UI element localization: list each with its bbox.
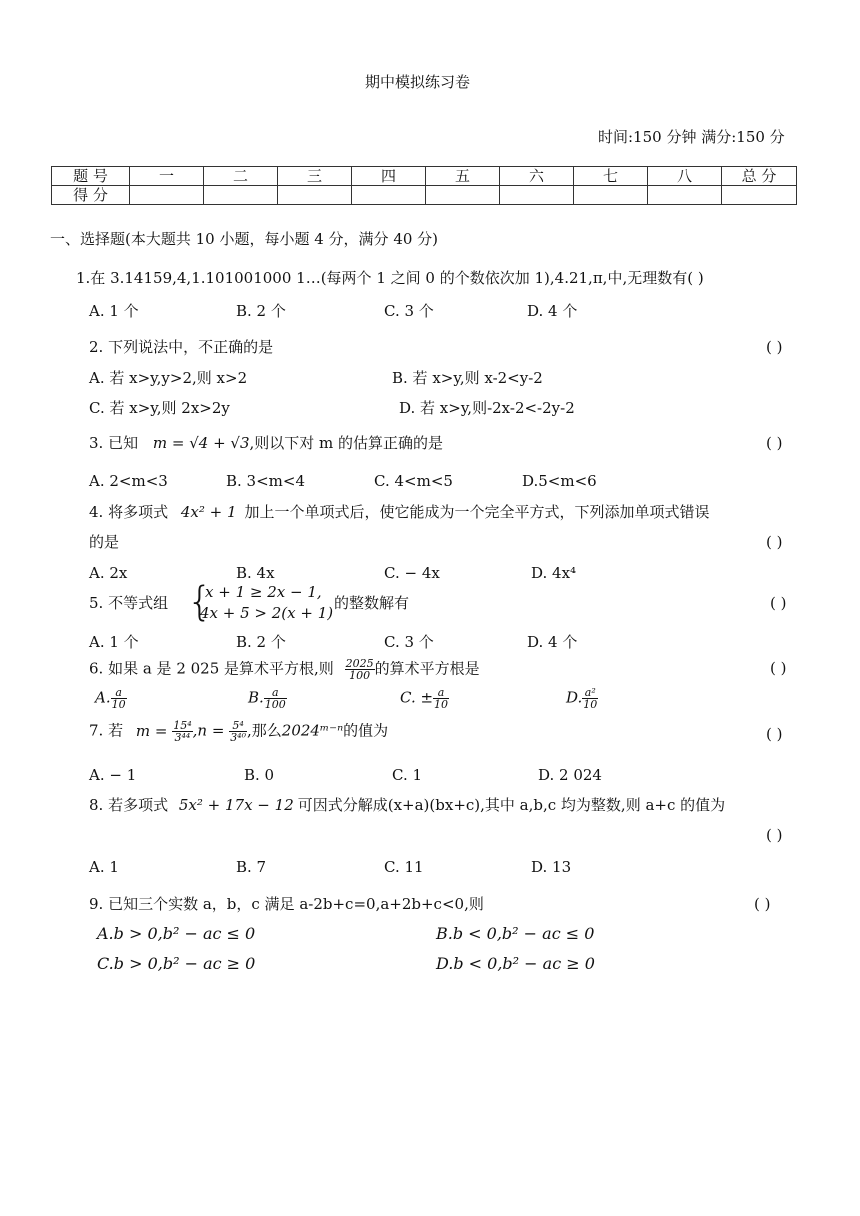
answer-paren[interactable]: ( ) (766, 725, 783, 743)
question-8-stem (89, 795, 725, 815)
q8-prefix: 8. 若多项式 (89, 796, 169, 814)
q1-option-a[interactable]: A. 1 个 (89, 302, 139, 320)
table-cell: 三 (278, 167, 352, 186)
score-input-cell[interactable] (648, 186, 722, 205)
table-cell: 得 分 (52, 186, 130, 205)
score-input-cell[interactable] (130, 186, 204, 205)
q6-suffix: 的算术平方根是 (374, 659, 480, 678)
answer-paren[interactable]: ( ) (754, 895, 771, 913)
q7-prefix: 7. 若 (89, 721, 124, 740)
q2-option-c[interactable]: C. 若 x>y,则 2x>2y (89, 399, 230, 417)
score-table-header-row (52, 167, 797, 186)
q5-option-a[interactable]: A. 1 个 (89, 633, 139, 651)
answer-paren[interactable]: ( ) (766, 826, 783, 844)
q5-inequality-2: 4x + 5 > 2(x + 1) (200, 604, 334, 622)
q5-option-d[interactable]: D. 4 个 (527, 633, 578, 651)
question-1-stem: 1.在 3.14159,4,1.101001000 1…(每两个 1 之间 0 的个数依次加 1),4.21,π,中,无理数有( ) (76, 269, 704, 287)
q4-option-a[interactable]: A. 2x (89, 564, 128, 582)
question-7-stem (89, 720, 388, 743)
q5-prefix: 5. 不等式组 (89, 594, 169, 612)
q7-n-label: ,n = (192, 721, 225, 740)
q3-option-a[interactable]: A. 2<m<3 (89, 472, 168, 490)
score-input-cell[interactable] (426, 186, 500, 205)
q1-option-c[interactable]: C. 3 个 (384, 302, 434, 320)
q6-fraction: $\frac{2025}{100}$ (345, 657, 374, 682)
score-input-cell[interactable] (722, 186, 797, 205)
q1-option-b[interactable]: B. 2 个 (236, 302, 286, 320)
q9-option-c[interactable]: C.b > 0,b² − ac ≥ 0 (97, 954, 256, 973)
question-3-stem (89, 433, 443, 453)
table-cell: 七 (574, 167, 648, 186)
q4-option-c[interactable]: C. − 4x (384, 564, 440, 582)
q3-option-b[interactable]: B. 3<m<4 (226, 472, 306, 490)
q9-option-a[interactable]: A.b > 0,b² − ac ≤ 0 (97, 924, 256, 943)
table-cell: 八 (648, 167, 722, 186)
score-input-cell[interactable] (204, 186, 278, 205)
q8-option-b[interactable]: B. 7 (236, 858, 267, 876)
q7-tail: 的值为 (343, 721, 389, 740)
score-input-cell[interactable] (278, 186, 352, 205)
table-cell: 六 (500, 167, 574, 186)
table-cell: 一 (130, 167, 204, 186)
q5-option-c[interactable]: C. 3 个 (384, 633, 434, 651)
answer-paren[interactable]: ( ) (766, 533, 783, 551)
q5-suffix: 的整数解有 (334, 594, 410, 612)
q6-option-d[interactable]: D. $\frac{\text{a²}}{10}$ (566, 686, 598, 711)
q8-option-a[interactable]: A. 1 (89, 858, 119, 876)
answer-paren[interactable]: ( ) (766, 338, 783, 356)
question-2-stem: 2. 下列说法中，不正确的是 (89, 338, 274, 356)
q5-inequality-1: x + 1 ≥ 2x − 1, (205, 583, 322, 601)
q6-option-a[interactable]: A. $\frac{a}{10}$ (95, 686, 126, 711)
q3-option-d[interactable]: D.5<m<6 (522, 472, 597, 490)
q7-suffix: ,那么 (247, 721, 282, 740)
q8-option-d[interactable]: D. 13 (531, 858, 572, 876)
q6-prefix: 6. 如果 a 是 2 025 是算术平方根,则 (89, 659, 334, 678)
q8-suffix: 可因式分解成(x+a)(bx+c),其中 a,b,c 均为整数,则 a+c 的值为 (297, 796, 726, 814)
q3-suffix: ,则以下对 m 的估算正确的是 (249, 434, 444, 452)
q4-option-b[interactable]: B. 4x (236, 564, 275, 582)
table-cell: 四 (352, 167, 426, 186)
q7-option-d[interactable]: D. 2 024 (538, 766, 602, 784)
q2-option-a[interactable]: A. 若 x>y,y>2,则 x>2 (89, 369, 248, 387)
q8-option-c[interactable]: C. 11 (384, 858, 424, 876)
table-cell: 二 (204, 167, 278, 186)
q5-option-b[interactable]: B. 2 个 (236, 633, 286, 651)
answer-paren[interactable]: ( ) (770, 659, 787, 677)
table-cell: 题 号 (52, 167, 130, 186)
q4-expression: 4x² + 1 (180, 503, 237, 521)
q3-option-c[interactable]: C. 4<m<5 (374, 472, 453, 490)
answer-paren[interactable]: ( ) (766, 434, 783, 452)
q9-option-b[interactable]: B.b < 0,b² − ac ≤ 0 (436, 924, 595, 943)
table-cell: 总 分 (722, 167, 797, 186)
answer-paren[interactable]: ( ) (770, 594, 787, 612)
q3-expression: m = √4 + √3 (152, 434, 250, 452)
question-6-stem (89, 658, 480, 681)
page-title: 期中模拟练习卷 (365, 73, 471, 91)
q7-option-c[interactable]: C. 1 (392, 766, 423, 784)
score-input-cell[interactable] (574, 186, 648, 205)
q9-option-d[interactable]: D.b < 0,b² − ac ≥ 0 (436, 954, 595, 973)
q7-m-label: m = (135, 721, 168, 740)
q7-power: 2024ᵐ⁻ⁿ (281, 721, 344, 740)
q1-option-d[interactable]: D. 4 个 (527, 302, 578, 320)
q4-option-d[interactable]: D. 4x⁴ (531, 564, 577, 582)
q4-suffix: 加上一个单项式后，使它能成为一个完全平方式，下列添加单项式错误 (244, 503, 710, 521)
q6-option-b[interactable]: B. $\frac{a}{100}$ (248, 686, 286, 711)
q7-n-fraction: $\frac{\text{5⁴}}{\text{3⁴⁰}}$ (230, 719, 247, 744)
table-cell: 五 (426, 167, 500, 186)
q7-option-a[interactable]: A. − 1 (89, 766, 137, 784)
question-4-line2: 的是 (89, 533, 120, 551)
q2-option-d[interactable]: D. 若 x>y,则-2x-2<-2y-2 (399, 399, 575, 417)
question-4-stem (89, 502, 710, 522)
score-input-cell[interactable] (500, 186, 574, 205)
exam-time-info: 时间:150 分钟 满分:150 分 (598, 128, 785, 146)
q4-prefix: 4. 将多项式 (89, 503, 169, 521)
score-table (51, 166, 797, 205)
q8-expression: 5x² + 17x − 12 (178, 796, 294, 814)
q6-option-c[interactable]: C. ± $\frac{a}{10}$ (400, 686, 449, 711)
q2-option-b[interactable]: B. 若 x>y,则 x-2<y-2 (392, 369, 543, 387)
score-table-score-row (52, 186, 797, 205)
question-9-stem: 9. 已知三个实数 a，b，c 满足 a-2b+c=0,a+2b+c<0,则 (89, 895, 484, 913)
brace-icon: { (187, 579, 213, 625)
q7-m-fraction: $\frac{\text{15⁴}}{\text{3⁴⁴}}$ (173, 719, 192, 744)
q7-option-b[interactable]: B. 0 (244, 766, 275, 784)
q3-prefix: 3. 已知 (89, 434, 139, 452)
score-input-cell[interactable] (352, 186, 426, 205)
section-heading: 一、选择题(本大题共 10 小题，每小题 4 分，满分 40 分) (50, 230, 439, 248)
